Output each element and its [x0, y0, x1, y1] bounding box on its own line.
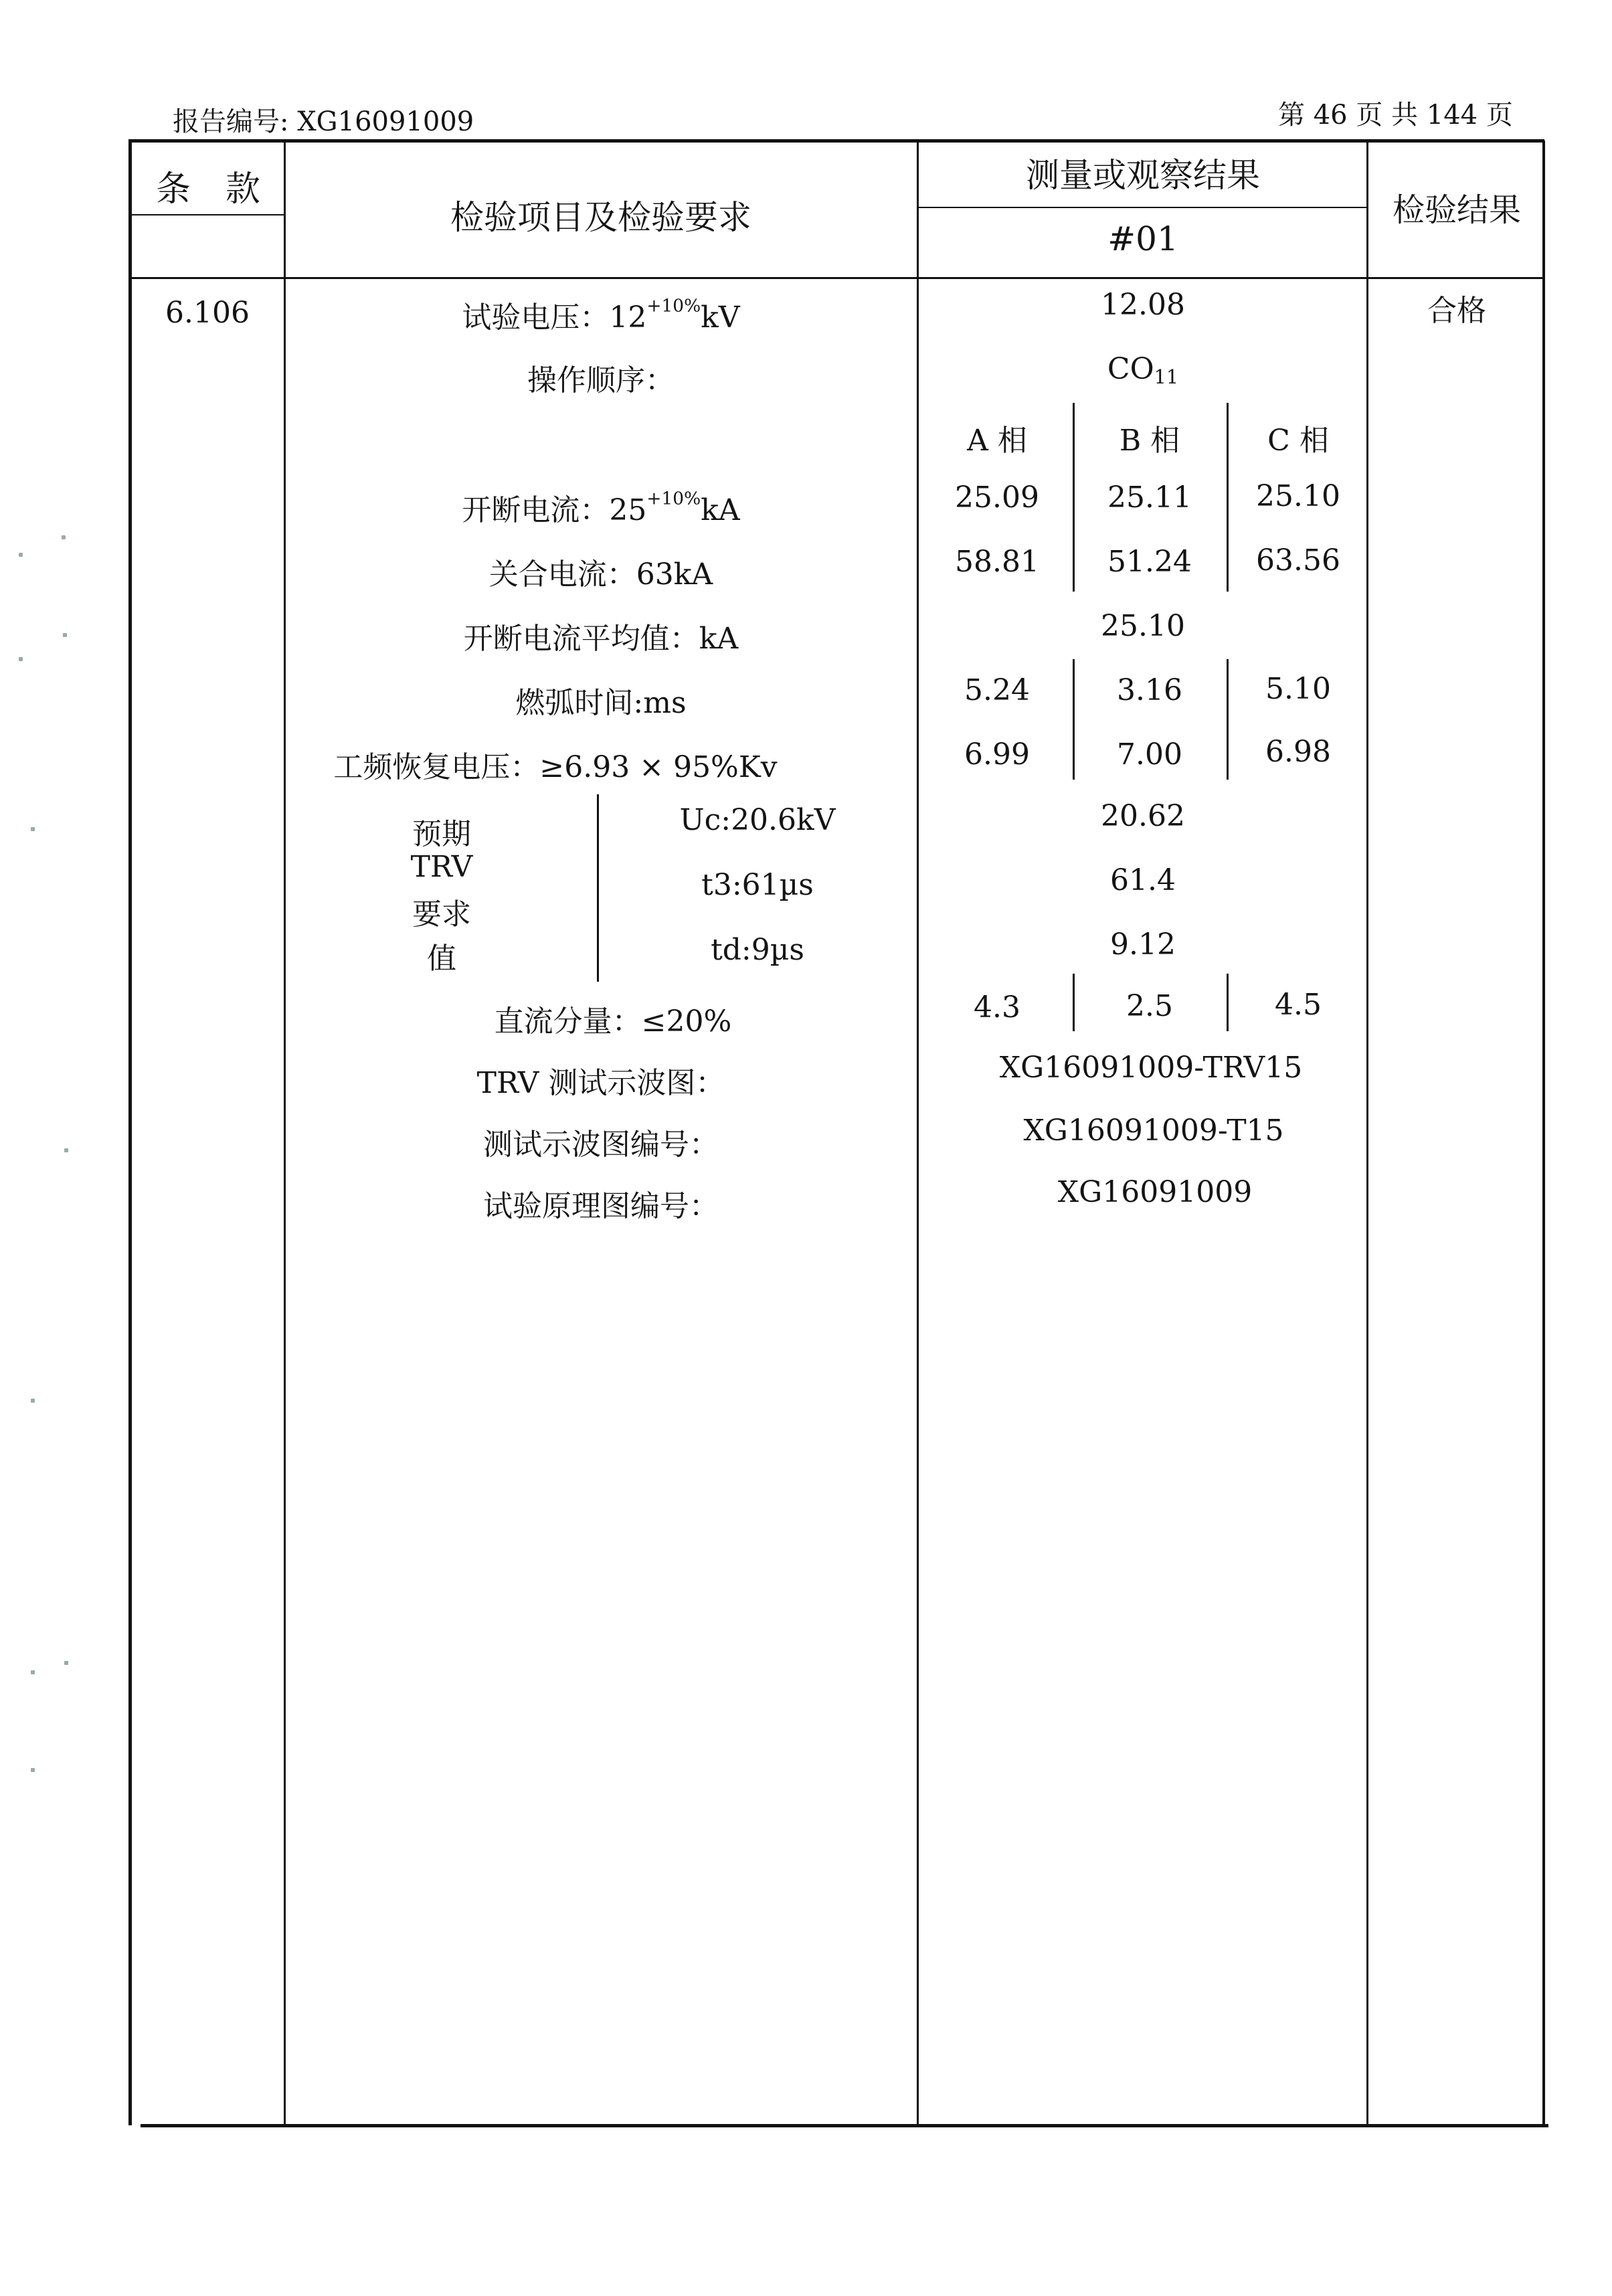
label-trv-uc: Uc:20.6kV	[679, 803, 836, 837]
breaking-current-a: 25.09	[955, 480, 1039, 515]
measure-header-rule	[918, 207, 1368, 208]
making-current-a: 58.81	[955, 545, 1039, 579]
header-rule	[130, 277, 1544, 279]
trv-group-label-line1: 预期	[412, 817, 471, 851]
label-test-voltage: 试验电压：$12^{+10\%}kV$	[462, 295, 740, 335]
label-operating-sequence: 操作顺序：	[527, 363, 675, 398]
scan-speck	[31, 1399, 35, 1403]
header-sample-number: #01	[1107, 219, 1178, 258]
clause-header-rule	[130, 214, 286, 215]
scan-speck	[31, 1768, 35, 1772]
value-operating-sequence: $CO_{11}$	[1107, 352, 1179, 389]
label-schematic-number: 试验原理图编号：	[483, 1189, 719, 1223]
recovery-voltage-b: 7.00	[1117, 737, 1182, 772]
label-arcing-time: 燃弧时间:ms	[515, 686, 687, 720]
header-verdict: 检验结果	[1392, 191, 1522, 229]
phase-divider	[1227, 403, 1229, 592]
value-schematic-number: XG16091009	[1057, 1175, 1253, 1209]
value-trv-t3: 61.4	[1110, 863, 1176, 897]
scan-speck	[19, 553, 23, 557]
verdict-value: 合格	[1427, 294, 1486, 328]
report-number: 报告编号: XG16091009	[173, 106, 474, 137]
phase-divider	[1073, 403, 1075, 592]
scan-speck	[63, 633, 67, 637]
scan-speck	[19, 657, 23, 661]
recovery-voltage-c: 6.98	[1265, 735, 1331, 769]
making-current-b: 51.24	[1107, 545, 1192, 579]
header-measurement: 测量或观察结果	[1026, 156, 1260, 195]
label-breaking-current: 开断电流：$25^{+10\%}kA$	[462, 488, 740, 527]
table-border-left	[128, 141, 132, 2125]
dc-component-a: 4.3	[974, 990, 1020, 1025]
value-oscillogram-number: XG16091009-T15	[1023, 1114, 1284, 1148]
table-border-bottom	[141, 2124, 1548, 2127]
table-border-top	[128, 139, 1544, 143]
value-test-voltage: 12.08	[1101, 288, 1185, 322]
label-dc-component: 直流分量：≤20%	[494, 1004, 732, 1039]
recovery-voltage-a: 6.99	[964, 737, 1030, 772]
breaking-current-c: 25.10	[1256, 479, 1340, 513]
phase-a-header: A 相	[967, 424, 1027, 458]
scan-speck	[62, 535, 66, 539]
table-border-right	[1542, 141, 1545, 2125]
making-current-c: 63.56	[1256, 543, 1340, 578]
value-trv-uc: 20.62	[1101, 799, 1185, 833]
label-trv-t3: t3:61µs	[701, 868, 814, 902]
trv-bracket-line	[597, 794, 599, 982]
arcing-time-b: 3.16	[1117, 673, 1182, 707]
dc-component-b: 2.5	[1126, 989, 1173, 1023]
phase-divider	[1073, 974, 1075, 1031]
dc-component-c: 4.5	[1275, 988, 1322, 1022]
header-clause: 条 款	[155, 169, 261, 209]
divider-measure	[1366, 141, 1368, 2125]
phase-divider	[1227, 974, 1229, 1031]
phase-divider	[1227, 659, 1229, 780]
scan-speck	[64, 1661, 68, 1665]
header-inspection-item: 检验项目及检验要求	[450, 198, 751, 237]
label-trv-oscillogram: TRV 测试示波图：	[476, 1066, 725, 1100]
trv-group-label-line3: 要求	[412, 897, 471, 932]
value-breaking-current-average: 25.10	[1101, 609, 1185, 643]
arcing-time-a: 5.24	[964, 673, 1030, 707]
arcing-time-c: 5.10	[1265, 672, 1331, 706]
trv-group-label-line4: 值	[427, 942, 456, 976]
value-trv-oscillogram: XG16091009-TRV15	[999, 1051, 1303, 1085]
label-making-current: 关合电流：63kA	[488, 557, 713, 592]
phase-b-header: B 相	[1119, 424, 1180, 458]
label-oscillogram-number: 测试示波图编号：	[483, 1128, 719, 1162]
label-breaking-current-average: 开断电流平均值：kA	[463, 622, 739, 656]
breaking-current-b: 25.11	[1107, 480, 1192, 515]
clause-number: 6.106	[165, 296, 250, 330]
label-trv-td: td:9µs	[711, 933, 804, 967]
value-trv-td: 9.12	[1110, 928, 1176, 962]
phase-c-header: C 相	[1267, 424, 1329, 458]
trv-group-label-line2: TRV	[410, 850, 473, 884]
scan-speck	[31, 827, 35, 831]
scan-speck	[31, 1670, 35, 1674]
page-indicator: 第 46 页 共 144 页	[1278, 100, 1513, 130]
divider-clause	[284, 141, 286, 2125]
label-recovery-voltage: 工频恢复电压：≥6.93 × 95%Kv	[333, 750, 778, 784]
divider-item	[917, 141, 919, 2125]
scan-speck	[64, 1148, 68, 1152]
phase-divider	[1073, 659, 1075, 780]
